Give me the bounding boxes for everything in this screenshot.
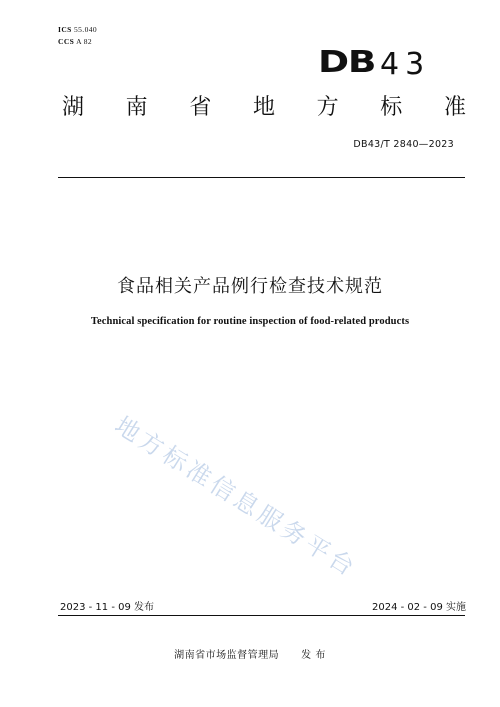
publisher-line [0, 646, 500, 661]
footer-divider [58, 615, 465, 616]
watermark: 地方标准信息服务平台 [109, 411, 363, 584]
ccs-value: A 82 [76, 37, 93, 46]
db-logo: DB [318, 45, 376, 80]
header-divider [58, 177, 465, 178]
standard-title-char: 地 [252, 95, 275, 120]
implementation-date: 2024 - 02 - 09 实施 [371, 602, 466, 613]
ics-code [58, 24, 97, 36]
standard-number: DB43/T 2840—2023 [353, 139, 454, 150]
document-title-chinese: 食品相关产品例行检查技术规范 [117, 276, 383, 297]
publisher-name: 湖南省市场监督管理局 [174, 650, 280, 661]
issue-date: 2023 - 11 - 09 发布 [60, 602, 155, 613]
standard-title-char: 南 [125, 95, 148, 120]
standard-title-char: 省 [189, 95, 212, 120]
ccs-code [58, 36, 97, 48]
ics-label: ICS [58, 25, 72, 34]
ics-value: 55.040 [74, 25, 98, 34]
db-province-number: 43 [380, 47, 431, 82]
standard-title-char: 方 [316, 95, 339, 120]
standard-title-char: 标 [380, 95, 403, 120]
classification-codes [58, 24, 97, 48]
ccs-label: CCS [58, 37, 75, 46]
standard-type-title [62, 94, 466, 122]
publisher-action: 发 布 [301, 650, 326, 661]
standard-title-char: 准 [443, 95, 466, 120]
standard-title-char: 湖 [62, 95, 85, 120]
document-title-english: Technical specification for routine inspection of food-related products [90, 316, 410, 327]
